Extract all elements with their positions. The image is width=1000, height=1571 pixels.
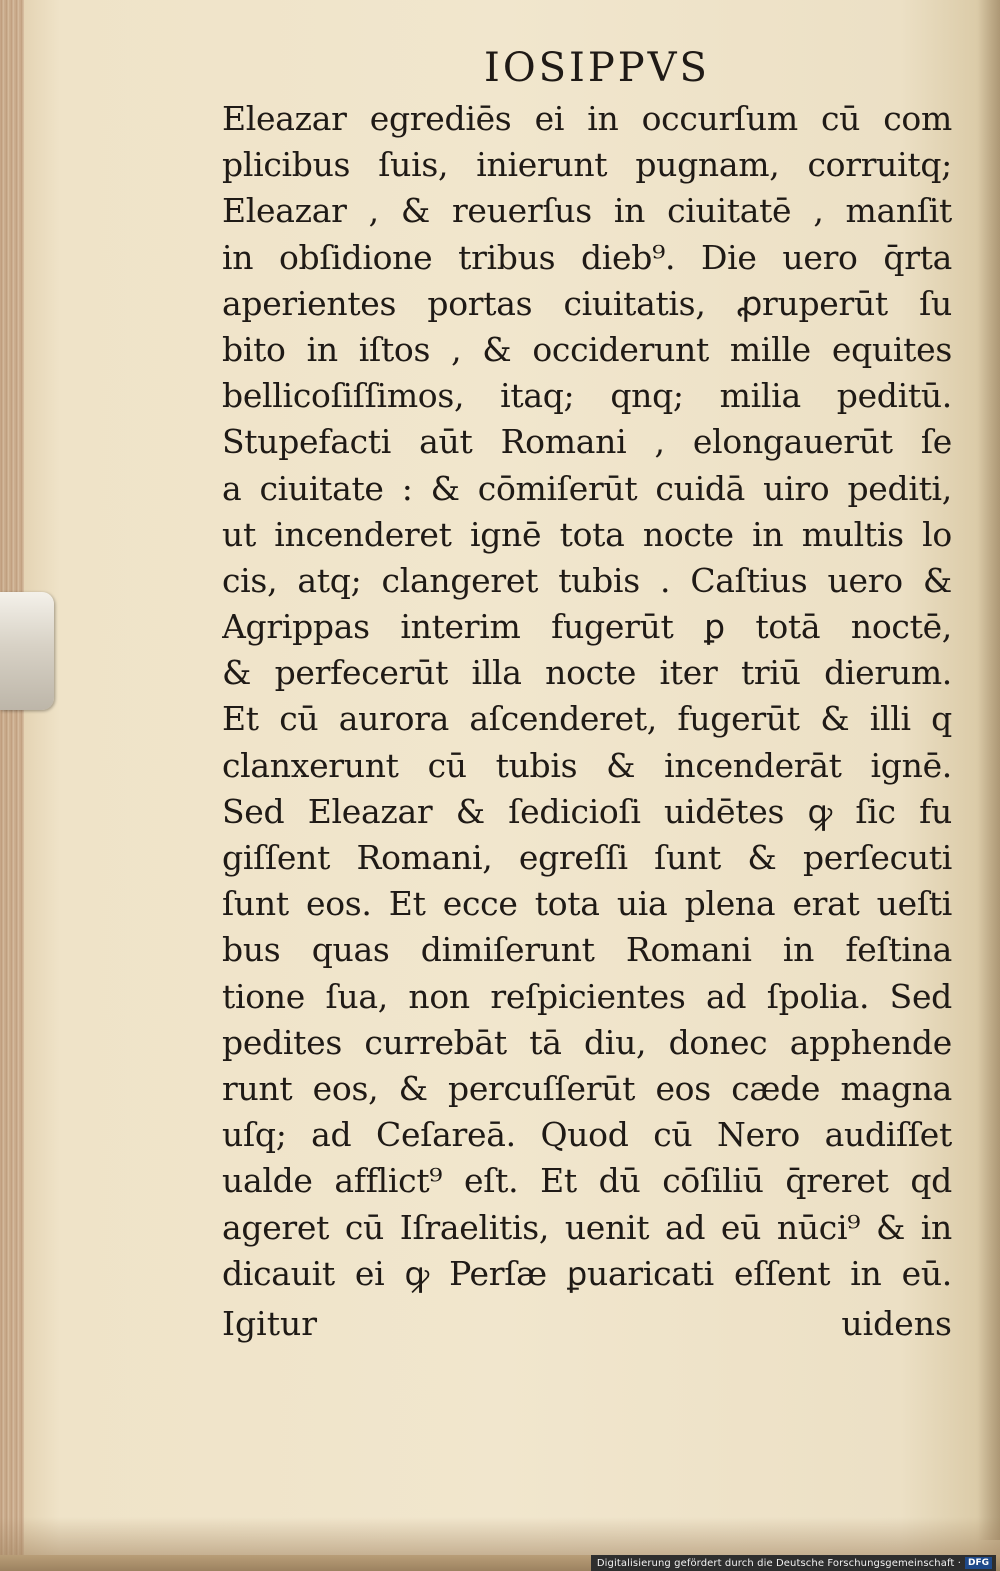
text-line: aperientes portas ciuitatis, ꝓruperūt ſu (222, 283, 952, 323)
text-line: ualde afflict⁹ eſt. Et dū cōſiliū q̄reret qd (222, 1161, 952, 1201)
page-shadow-bottom (0, 1517, 1000, 1557)
text-line: dicauit ei ꝙ Perſæ ꝑuaricati eſſent in eū. (222, 1253, 952, 1293)
text-line: in obſidione tribus dieb⁹. Die uero q̄rta (222, 237, 952, 277)
text-line: ſunt eos. Et ecce tota uia plena erat ueſti (222, 884, 952, 924)
text-line: pedites currebāt tā diu, donec apphende (222, 1022, 952, 1062)
text-line: bito in iſtos , & occiderunt mille equites (222, 329, 952, 369)
text-line: bus quas dimiſerunt Romani in feſtina (222, 930, 952, 970)
text-line: ut incenderet ignē tota nocte in multis lo (222, 514, 952, 554)
text-line: a ciuitate : & cōmiſerūt cuidā uiro pediti, (222, 468, 952, 508)
text-line: uſq; ad Ceſareā. Quod cū Nero audiſſet (222, 1115, 952, 1155)
text-line: Sed Eleazar & ſedicioſi uidētes ꝙ ſic fu (222, 791, 952, 831)
text-line: tione ſua, non reſpicientes ad ſpolia. Sed (222, 976, 952, 1016)
text-line: bellicoſiſſimos, itaq; qnq; milia peditū. (222, 376, 952, 416)
catchword-right: uidens (841, 1303, 952, 1343)
page-shadow-right (978, 0, 1000, 1540)
text-line: clanxerunt cū tubis & incenderāt ignē. (222, 745, 952, 785)
text-line: plicibus ſuis, inierunt pugnam, corruitq; (222, 145, 952, 185)
text-block (222, 44, 952, 1347)
catchword-left: Igitur (222, 1303, 318, 1343)
text-line: & perfecerūt illa nocte iter triū dierum. (222, 653, 952, 693)
text-line: giſſent Romani, egreſſi ſunt & perſecuti (222, 838, 952, 877)
text-line: Stupefacti aūt Romani , elongauerūt ſe (222, 422, 952, 462)
footer-credit: Digitalisierung gefördert durch die Deutsche Forschungsgemeinschaft · (596, 1557, 961, 1569)
book-edge-left (0, 0, 24, 1571)
text-line: Et cū aurora aſcenderet, fugerūt & illi q (222, 699, 952, 739)
catchword-line (222, 1301, 952, 1347)
digitization-footer (591, 1555, 996, 1571)
running-head: IOSIPPVS (484, 45, 710, 91)
page-clip (0, 592, 54, 710)
text-line: ageret cū Iſraelitis, uenit ad eū nūci⁹ & in (222, 1207, 952, 1247)
text-line: runt eos, & percuſſerūt eos cæde magna (222, 1068, 952, 1108)
text-line: Eleazar , & reuerſus in ciuitatē , manſit (222, 191, 952, 231)
dfg-logo: DFG (965, 1557, 992, 1569)
text-line: Eleazar egrediēs ei in occurſum cū com (222, 99, 952, 138)
text-line: cis, atq; clangeret tubis . Caſtius uero & (222, 560, 952, 600)
text-line: Agrippas interim fugerūt ꝑ totā noctē, (222, 607, 952, 647)
